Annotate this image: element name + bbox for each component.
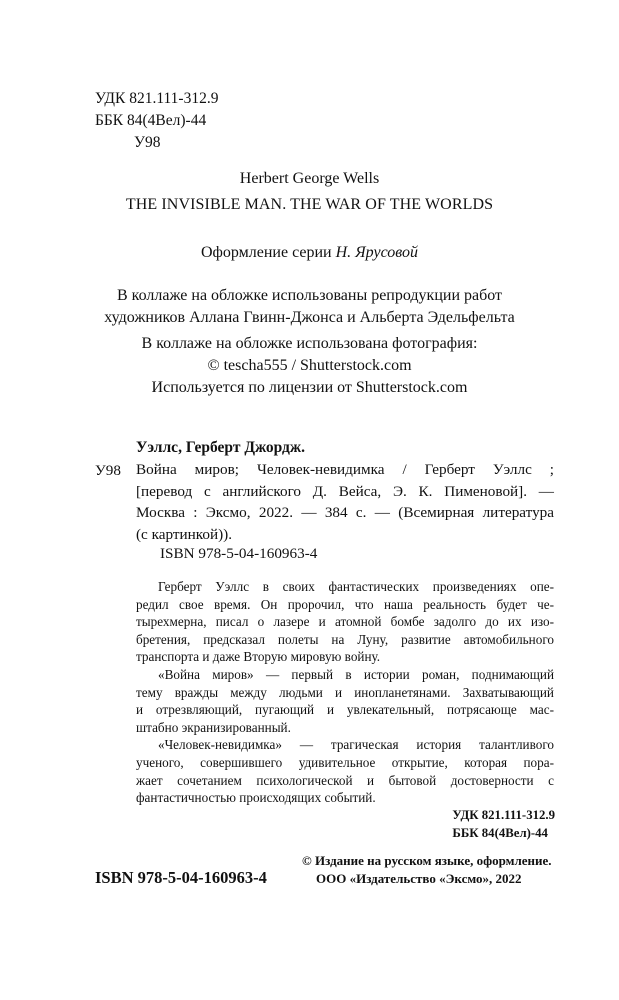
catalog-line-2: [перевод с английского Д. Вейса, Э. К. Пименовой]. — [136, 482, 554, 500]
bbk-code: ББК 84(4Вел)-44 [95, 112, 207, 129]
photo-note-line-1: В коллаже на обложке использована фотография: [141, 335, 478, 352]
annotation-udk: УДК 821.111-312.9 [452, 808, 555, 822]
annotation-line: бретения, предсказал полеты на Луну, развитие автомобильного [136, 631, 554, 647]
original-author: Herbert George Wells [239, 170, 380, 187]
series-design-credit [0, 242, 619, 264]
annotation-line: штабно экранизированный. [136, 719, 291, 735]
collage-note-line-2: художников Аллана Гвинн-Джонса и Альберта Эдельфельта [104, 309, 515, 326]
annotation-line: фантастичностью происходящих событий. [136, 790, 376, 806]
catalog-code: У98 [95, 462, 121, 479]
photo-note-line-2: © tescha555 / Shutterstock.com [207, 357, 412, 374]
annotation-line: «Человек-невидимка» — трагическая история талантливого [158, 737, 554, 753]
catalog-line-4: (с картинкой)). [136, 525, 233, 543]
annotation-bbk: ББК 84(4Вел)-44 [452, 826, 548, 840]
annotation-line: Герберт Уэллс в своих фантастических произведениях опе- [158, 579, 554, 594]
catalog-line-1: Война миров; Человек-невидимка / Герберт Уэллс ; [136, 461, 554, 478]
photo-note-line-3: Используется по лицензии от Shutterstock.com [151, 379, 468, 396]
footer-isbn: ISBN 978-5-04-160963-4 [95, 868, 267, 887]
series-designer-name: Н. Ярусовой [335, 244, 419, 261]
series-design-prefix: Оформление серии [200, 244, 336, 261]
annotation-line: редил свое время. Он пророчил, что наша реальность будет че- [136, 596, 554, 612]
udk-code: УДК 821.111-312.9 [95, 90, 219, 107]
annotation-line: жает сочетанием психологической и бытовой достоверности с [136, 772, 554, 788]
annotation-line: ученого, совершившего удивительное открытие, которая пора- [136, 754, 554, 770]
annotation-line: тему вражды между людьми и инопланетянами. Захватывающий [136, 684, 554, 700]
copyright-line-1: © Издание на русском языке, оформление. [302, 853, 552, 868]
annotation-line: транспорта и даже Вторую мировую войну. [136, 649, 381, 665]
original-title: THE INVISIBLE MAN. THE WAR OF THE WORLDS [125, 196, 494, 213]
annotation-codes [452, 806, 555, 842]
catalog-description [136, 459, 554, 545]
author-sign: У98 [134, 134, 161, 151]
collage-note-line-1: В коллаже на обложке использованы репродукции работ [116, 287, 503, 304]
annotation-line: и отрезвляющий, пугающий и увлекательный, потрясающе мас- [136, 702, 554, 718]
catalog-isbn: ISBN 978-5-04-160963-4 [160, 545, 318, 562]
footer-copyright [302, 852, 552, 888]
catalog-heading: Уэллс, Герберт Джордж. [136, 439, 305, 456]
annotation-line: «Война миров» — первый в истории роман, поднимающий [158, 666, 554, 682]
catalog-line-3: Москва : Эксмо, 2022. — 384 с. — (Всемирная литература [136, 504, 554, 521]
annotation [136, 578, 554, 807]
copyright-line-2: ООО «Издательство «Эксмо», 2022 [316, 871, 522, 886]
annotation-line: тырехмерна, писал о лазере и атомной бомбе задолго до их изо- [136, 614, 554, 630]
